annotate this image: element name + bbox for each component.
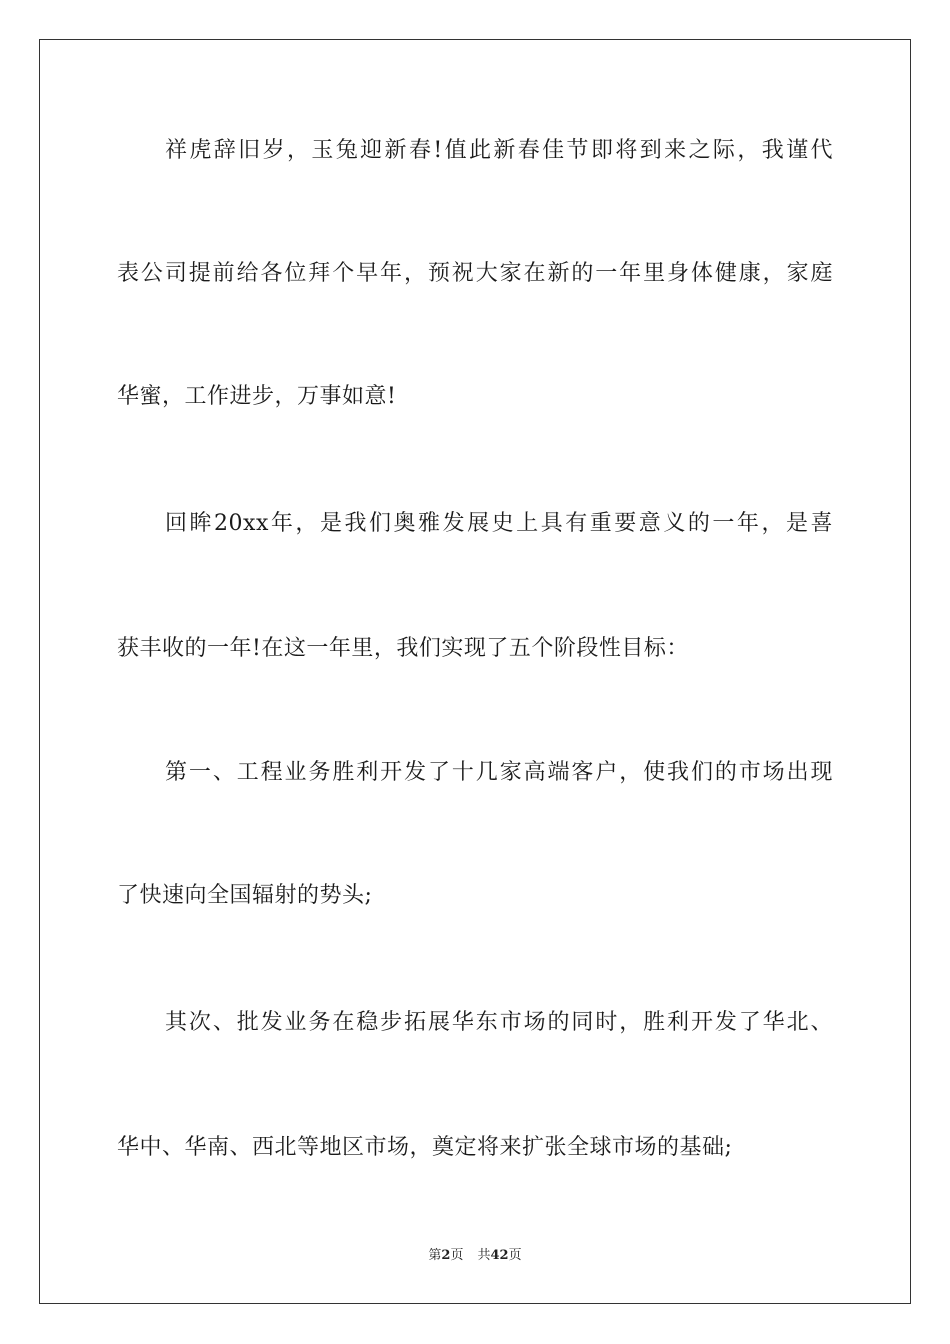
paragraph-4-line-1: 其次、批发业务在稳步拓展华东市场的同时，胜利开发了华北、 xyxy=(165,1010,833,1035)
page-border xyxy=(39,39,911,1304)
paragraph-2-line-2: 获丰收的一年!在这一年里，我们实现了五个阶段性目标： xyxy=(117,636,689,661)
footer-total-suffix: 页 xyxy=(508,1248,522,1263)
paragraph-3-line-1: 第一、工程业务胜利开发了十几家高端客户，使我们的市场出现 xyxy=(165,760,833,785)
paragraph-1-line-1: 祥虎辞旧岁，玉兔迎新春!值此新春佳节即将到来之际，我谨代 xyxy=(165,138,833,163)
paragraph-3-line-2: 了快速向全国辐射的势头; xyxy=(117,883,373,908)
paragraph-1-line-2: 表公司提前给各位拜个早年，预祝大家在新的一年里身体健康，家庭 xyxy=(117,261,833,286)
paragraph-1-line-3: 华蜜，工作进步，万事如意! xyxy=(117,384,397,409)
footer-page-prefix: 第 xyxy=(428,1248,442,1263)
footer-page-suffix: 页 xyxy=(450,1248,464,1263)
page-footer xyxy=(0,1247,950,1265)
footer-total-pages: 42 xyxy=(490,1248,509,1263)
paragraph-4-line-2: 华中、华南、西北等地区市场，奠定将来扩张全球市场的基础; xyxy=(117,1135,733,1160)
footer-page-number: 2 xyxy=(441,1248,451,1263)
footer-total-prefix: 共 xyxy=(477,1248,491,1263)
paragraph-2-line-1: 回眸20xx年，是我们奥雅发展史上具有重要意义的一年，是喜 xyxy=(165,511,833,536)
